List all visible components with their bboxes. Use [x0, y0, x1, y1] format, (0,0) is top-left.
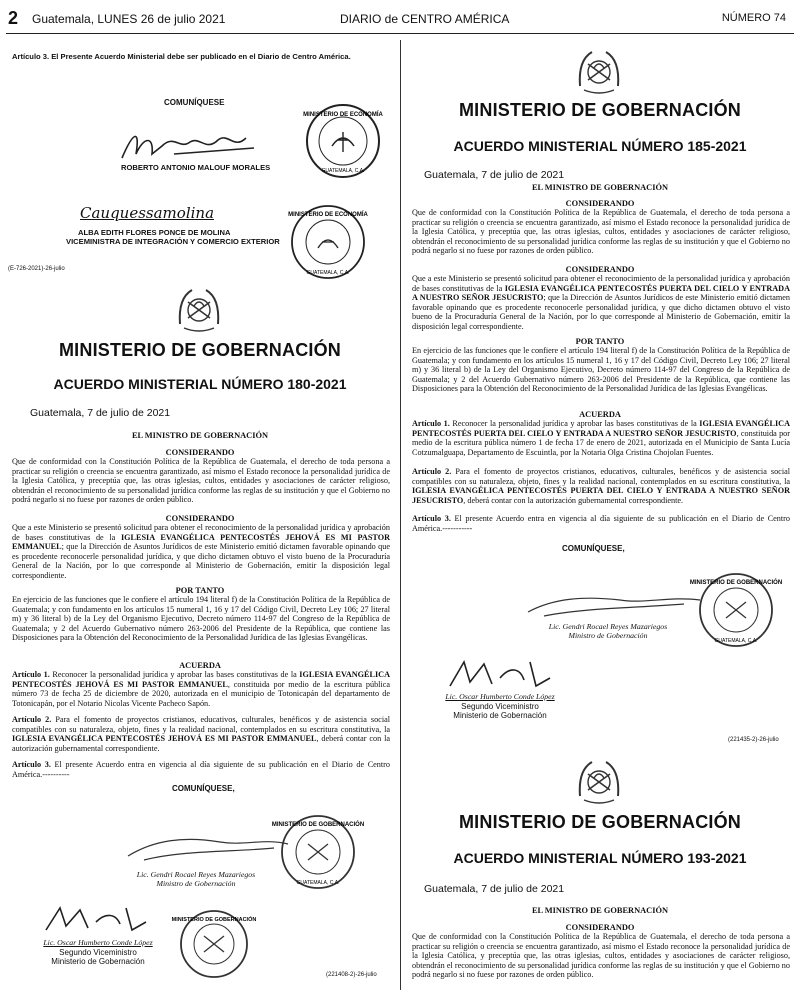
article-label: Artículo 2. [412, 467, 452, 476]
article-1 [412, 419, 790, 457]
el-ministro-heading: EL MINISTRO DE GOBERNACIÓN [531, 906, 669, 915]
publication-date: Guatemala, LUNES 26 de julio 2021 [32, 12, 226, 26]
signer-title-conde-2: Ministerio de Gobernación [51, 957, 145, 966]
coat-of-arms-icon [574, 756, 624, 806]
seal-economia-2-icon [288, 202, 368, 282]
considerando-paragraph: Que de conformidad con la Constitución Política de la República de Guatemala, el derecho de toda persona a practicar su religión o creencia se encuentra garantizado, así mismo el Estado reconoce la personalidad jurídica de la Iglesia Católica, y preceptúa que, las otras iglesias, cultos, entidades y asociaciones de carácter religioso, obtendrán el reconocimiento de su personalidad jurídica conforme las reglas de su institución y que el Gobierno no podrá negarlo si no fuese por razones de orden público. [12, 457, 390, 505]
signer-title-molina: VICEMINISTRA DE INTEGRACIÓN Y COMERCIO EXTERIOR [66, 237, 280, 246]
considerando-paragraph: Que de conformidad con la Constitución Política de la República de Guatemala, el derecho de toda persona a practicar su religión o creencia se encuentra garantizado, así mismo el Estado reconoce la personalidad jurídica de la Iglesia Católica, y preceptúa que, las otras iglesias, cultos, entidades y asociaciones de carácter religioso, obtendrán el reconocimiento de su personalidad jurídica conforme las reglas de su institución y que el Gobierno no podrá negarlo si no fuese por razones de orden público. [412, 208, 790, 256]
reference-code-1: (E-726-2021)-26-julio [8, 266, 65, 272]
por-tanto-paragraph: En ejercicio de las funciones que le confiere el artículo 194 literal f) de la Constitución Política de la República de Guatemala; y con fundamento en los artículos 15 numeral 1, 16 y 17 del Código Civil, Decreto Ley 106; 27 literal m) y 36 literal b) de la Ley del Organismo Ejecutivo, Decreto número 114-97 del Congreso de la República de Guatemala; y 2 del Acuerdo Gubernativo número 263-2006 del Presidente de la República, que contiene las Disposiciones para la Obtención del Reconocimiento de la Personalidad Jurídica de las Iglesias Evangélicas. [12, 595, 390, 643]
church-name: IGLESIA EVANGÉLICA PENTECOSTÉS PUERTA DEL CIELO Y ENTRADA A NUESTRO SEÑOR JESUCRISTO [412, 486, 790, 505]
text-run: ; que la Dirección de Asuntos Jurídicos de este Ministerio emitió dictamen favorable opinando que es procedente reconocerle personalidad jurídica, y que dicho dictamen obtuvo el visto bueno de la Procuraduría General de la Nación, por lo que corresponde al Ministerio de Gobernación, emitir la disposición legal correspondiente. [12, 542, 390, 580]
signer-name-reyes: Lic. Gendri Rocael Reyes Mazariegos [136, 870, 256, 879]
acuerdo-title-180: ACUERDO MINISTERIAL NÚMERO 180-2021 [53, 376, 347, 392]
text-run: Reconocer la personalidad jurídica y aprobar las bases constitutivas de la [49, 670, 300, 679]
svg-text:GUATEMALA, C.A.: GUATEMALA, C.A. [321, 168, 365, 174]
place-date: Guatemala, 7 de julio de 2021 [424, 169, 565, 181]
text-run: Que a este Ministerio se presentó solicitud para obtener el reconocimiento de la personalidad jurídica y aprobación de bases constitutivas de la [412, 274, 790, 293]
considerando-paragraph [12, 523, 390, 581]
text-run: , deberá contar con la autorización gubernamental correspondiente. [12, 734, 390, 753]
article-label: Artículo 1. [412, 419, 450, 428]
text-run: El presente Acuerdo entra en vigencia al día siguiente de su publicación en el Diario de Centro América.----------- [412, 514, 790, 533]
text-run: Para el fomento de proyectos cristianos, educativos, culturales, benéficos y de asistencia social compatibles con su naturaleza, objeto, fines y la realidad nacional, contemplados en su escritura constitutiva, la [12, 715, 391, 734]
considerando-heading: CONSIDERANDO [165, 514, 235, 523]
svg-text:MINISTERIO DE GOBERNACIÓN: MINISTERIO DE GOBERNACIÓN [271, 822, 365, 828]
article-1 [12, 670, 390, 708]
seal-economia-icon [304, 102, 382, 180]
church-name: IGLESIA EVANGÉLICA PENTECOSTÉS JEHOVÁ ES MI PASTOR EMMANUEL [12, 734, 317, 744]
comuniquese-heading: COMUNÍQUESE, [172, 784, 235, 793]
article-2 [412, 467, 790, 505]
svg-text:MINISTERIO DE ECONOMÍA: MINISTERIO DE ECONOMÍA [288, 212, 368, 218]
acuerda-heading: ACUERDA [179, 661, 221, 670]
signature-conde-icon [440, 656, 560, 692]
signer-name-molina: ALBA EDITH FLORES PONCE DE MOLINA [78, 228, 231, 237]
signature-molina-handwriting: Cauquessamolina [80, 204, 215, 222]
place-date: Guatemala, 7 de julio de 2021 [30, 407, 171, 419]
article-label: Artículo 2. [12, 715, 52, 724]
article-2 [12, 715, 390, 753]
article-3 [12, 760, 390, 779]
por-tanto-heading: POR TANTO [175, 586, 225, 595]
article-label: Artículo 1. [12, 670, 50, 679]
acuerdo-title-193: ACUERDO MINISTERIAL NÚMERO 193-2021 [453, 850, 747, 866]
page-number: 2 [8, 8, 19, 28]
top-article-text: Artículo 3. El Presente Acuerdo Ministerial debe ser publicado en el Diario de Centro América. [12, 52, 351, 61]
text-run: , deberá contar con la autorización gubernamental correspondiente. [463, 495, 684, 505]
issue-number: NÚMERO 74 [721, 12, 786, 24]
considerando-heading: CONSIDERANDO [165, 448, 235, 457]
seal-gobernacion-2-icon [171, 908, 257, 980]
considerando-paragraph [412, 274, 790, 332]
coat-of-arms-icon [574, 46, 624, 96]
signer-name-malouf: ROBERTO ANTONIO MALOUF MORALES [121, 163, 271, 172]
svg-text:GUATEMALA, C.A.: GUATEMALA, C.A. [306, 270, 350, 276]
church-name: IGLESIA EVANGÉLICA PENTECOSTÉS PUERTA DEL CIELO Y ENTRADA A NUESTRO SEÑOR JESUCRISTO [412, 419, 790, 438]
signature-malouf-icon [114, 124, 264, 164]
article-label: Artículo 3. [412, 514, 451, 523]
church-name: IGLESIA EVANGÉLICA PENTECOSTÉS PUERTA DEL CIELO Y ENTRADA A NUESTRO SEÑOR JESUCRISTO [412, 283, 790, 303]
considerando-heading: CONSIDERANDO [565, 199, 635, 208]
svg-text:MINISTERIO DE GOBERNACIÓN: MINISTERIO DE GOBERNACIÓN [171, 917, 257, 923]
church-name: IGLESIA EVANGÉLICA PENTECOSTÉS JEHOVÁ ES MI PASTOR EMMANUEL [12, 532, 390, 552]
signer-title-reyes: Ministro de Gobernación [156, 879, 236, 888]
signature-reyes-icon [524, 588, 704, 622]
considerando-heading: CONSIDERANDO [565, 265, 635, 274]
svg-text:GUATEMALA, C.A.: GUATEMALA, C.A. [714, 638, 758, 644]
article-3 [412, 514, 790, 533]
signer-title-conde-1: Segundo Viceministro [59, 948, 137, 957]
considerando-paragraph: Que de conformidad con la Constitución Política de la República de Guatemala, el derecho de toda persona a practicar su religión o creencia se encuentra garantizado, así mismo el Estado reconoce la personalidad jurídica de la Iglesia Católica, y preceptúa que, las otras iglesias, cultos, entidades y asociaciones de carácter religioso, obtendrán el reconocimiento de su personalidad jurídica conforme las reglas de su institución y que el Gobierno no podrá negarlo si no fuese por razones de orden público. [412, 932, 790, 980]
acuerdo-title-185: ACUERDO MINISTERIAL NÚMERO 185-2021 [453, 138, 747, 154]
newspaper-name: DIARIO de CENTRO AMÉRICA [340, 12, 510, 26]
reference-code-2: (221408-2)-26-julio [326, 972, 377, 978]
seal-gobernacion-icon [271, 812, 365, 892]
text-run: , constituida por medio de la escritura pública número 1 de fecha 17 de enero de 2021, autorizada en el Municipio de Santa Lucía Cotzumalguapa, Departamento de Escuintla, por la Notaria Olga Cristina Chojolan Fuentes. [412, 428, 790, 457]
ministry-title: MINISTERIO DE GOBERNACIÓN [458, 100, 741, 120]
el-ministro-heading: EL MINISTRO DE GOBERNACIÓN [131, 431, 269, 440]
top-article-3 [12, 52, 390, 62]
signer-title-conde-2: Ministerio de Gobernación [453, 711, 547, 720]
reference-code: (221435-2)-26-julio [728, 737, 779, 743]
left-column [6, 40, 394, 990]
article-label: Artículo 3. [12, 760, 51, 769]
acuerda-heading: ACUERDA [579, 410, 621, 419]
signer-name-conde: Lic. Oscar Humberto Conde López [445, 692, 555, 701]
ministry-title: MINISTERIO DE GOBERNACIÓN [58, 340, 341, 360]
text-run: Reconocer la personalidad jurídica y aprobar las bases constitutivas de la [449, 419, 700, 428]
signer-name-reyes: Lic. Gendri Rocael Reyes Mazariegos [548, 622, 668, 631]
por-tanto-heading: POR TANTO [575, 337, 625, 346]
text-run: El presente Acuerdo entra en vigencia al día siguiente de su publicación en el Diario de Centro América.---------- [12, 760, 390, 779]
church-name: IGLESIA EVANGÉLICA PENTECOSTÉS JEHOVÁ ES MI PASTOR EMMANUEL [12, 670, 390, 689]
column-divider [400, 40, 401, 990]
ministry-title: MINISTERIO DE GOBERNACIÓN [458, 812, 741, 832]
signature-reyes-icon [124, 830, 294, 866]
page-header [0, 0, 800, 34]
considerando-heading: CONSIDERANDO [565, 923, 635, 932]
text-run: , constituida por medio de la escritura pública número 73 de fecha 25 de diciembre de 2020, autorizada en el municipio de Totonicapán del departamento de Totonicapán, por el Notario Nicolas Vicente Pacheco Sapón. [12, 679, 391, 708]
text-run: Para el fomento de proyectos cristianos, educativos, culturales, benéficos y de asistencia social compatibles con su naturaleza, objeto, fines y la realidad nacional, contemplados en su escritura constitutiva, la [412, 467, 791, 486]
svg-text:GUATEMALA, C.A.: GUATEMALA, C.A. [296, 880, 340, 886]
por-tanto-paragraph: En ejercicio de las funciones que le confiere el artículo 194 literal f) de la Constitución Política de la República de Guatemala; y con fundamento en los artículos 15 numeral 1, 16 y 17 del Código Civil, Decreto Ley 106; 27 literal m) y 36 literal b) de la Ley del Organismo Ejecutivo, Decreto número 114-97 del Congreso de la República de Guatemala; y 2 del Acuerdo Gubernativo número 263-2006 del Presidente de la República, que contiene las Disposiciones para la Obtención del Reconocimiento de la Personalidad Jurídica de las Iglesias Evangélicas. [412, 346, 790, 394]
comuniquese-heading: COMUNÍQUESE [164, 98, 225, 107]
signer-title-reyes: Ministro de Gobernación [568, 631, 648, 640]
seal-gobernacion-icon [689, 570, 783, 650]
svg-text:MINISTERIO DE GOBERNACIÓN: MINISTERIO DE GOBERNACIÓN [689, 580, 783, 586]
comuniquese-heading: COMUNÍQUESE, [562, 544, 625, 553]
place-date: Guatemala, 7 de julio de 2021 [424, 883, 565, 895]
signer-title-conde-1: Segundo Viceministro [461, 702, 539, 711]
coat-of-arms-icon [174, 284, 224, 334]
right-column [406, 40, 794, 990]
el-ministro-heading: EL MINISTRO DE GOBERNACIÓN [531, 183, 669, 192]
text-run: Que a este Ministerio se presentó solicitud para obtener el reconocimiento de la personalidad jurídica y aprobación de bases constitutivas de la [12, 523, 390, 542]
signature-conde-icon [36, 902, 156, 936]
signer-name-conde: Lic. Oscar Humberto Conde López [43, 938, 153, 947]
header-divider [6, 33, 794, 34]
text-run: ; que la Dirección de Asuntos Jurídicos de este Ministerio emitió dictamen favorable opinando que es procedente reconocerle personalidad jurídica, y que dicho dictamen obtuvo el visto bueno de la Procuraduría General de la Nación, por lo que corresponde al Ministerio de Gobernación, emitir la disposición legal correspondiente. [412, 293, 790, 331]
svg-text:MINISTERIO DE ECONOMÍA: MINISTERIO DE ECONOMÍA [303, 112, 383, 118]
